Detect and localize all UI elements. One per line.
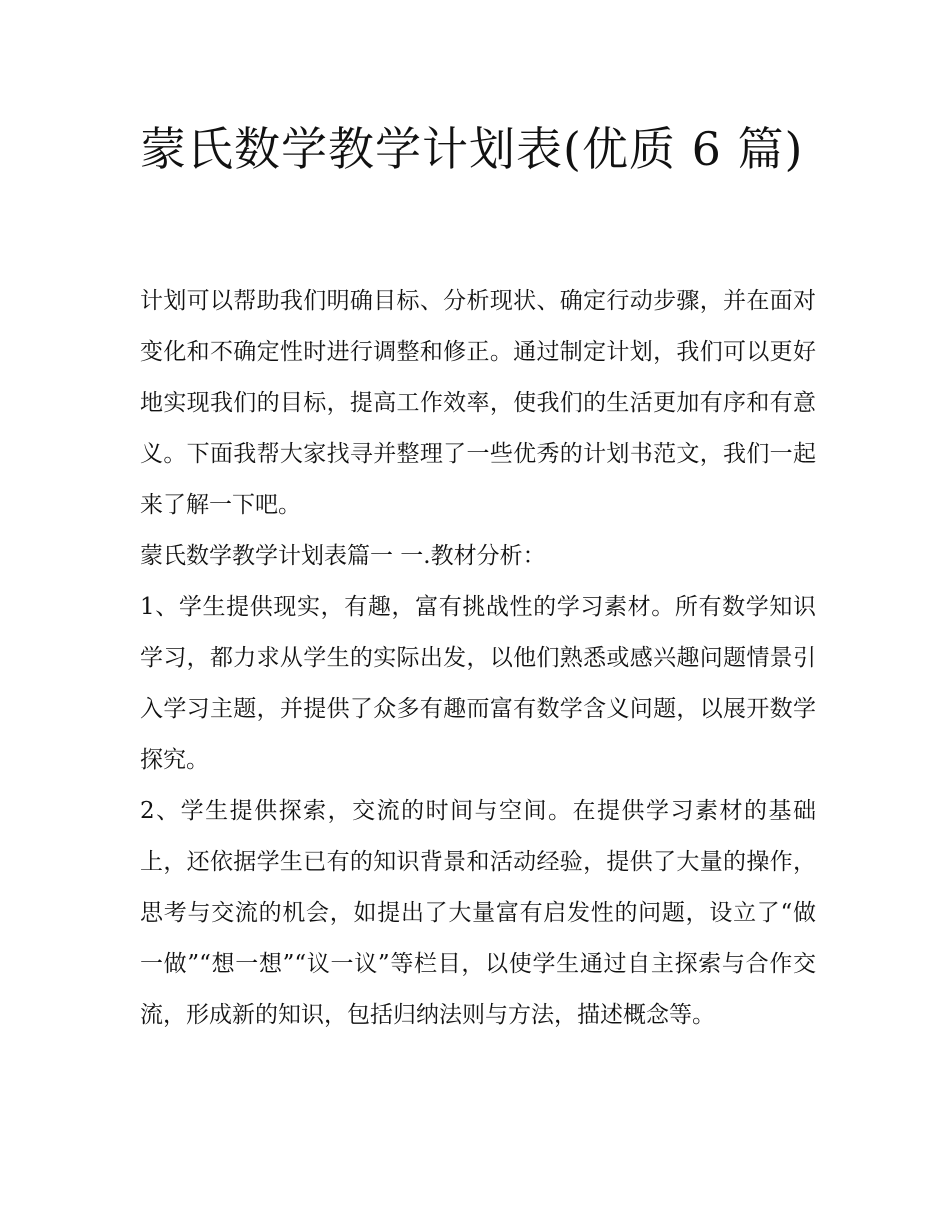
list-item-2: 2、学生提供探索，交流的时间与空间。在提供学习素材的基础上，还依据学生已有的知识背景和活动经验，提供了大量的操作，思考与交流的机会，如提出了大量富有启发性的问题，设立了“做一做”“想一想”“议一议”等栏目，以使学生通过自主探索与合作交流，形成新的知识，包括归纳法则与方法，描述概念等。 [140,798,816,1028]
list-item-1: 1、学生提供现实，有趣，富有挑战性的学习素材。所有数学知识学习，都力求从学生的实际出发，以他们熟悉或感兴趣问题情景引入学习主题，并提供了众多有趣而富有数学含义问题，以展开数学探究。 [140,594,816,773]
intro-paragraph: 计划可以帮助我们明确目标、分析现状、确定行动步骤，并在面对变化和不确定性时进行调整和修正。通过制定计划，我们可以更好地实现我们的目标，提高工作效率，使我们的生活更加有序和有意义。下面我帮大家找寻并整理了一些优秀的计划书范文，我们一起来了解一下吧。 [140,288,816,518]
document-body [140,276,816,1041]
document-title: 蒙氏数学教学计划表(优质 6 篇) [140,122,804,176]
section-heading: 蒙氏数学教学计划表篇一 一.教材分析： [140,543,546,569]
